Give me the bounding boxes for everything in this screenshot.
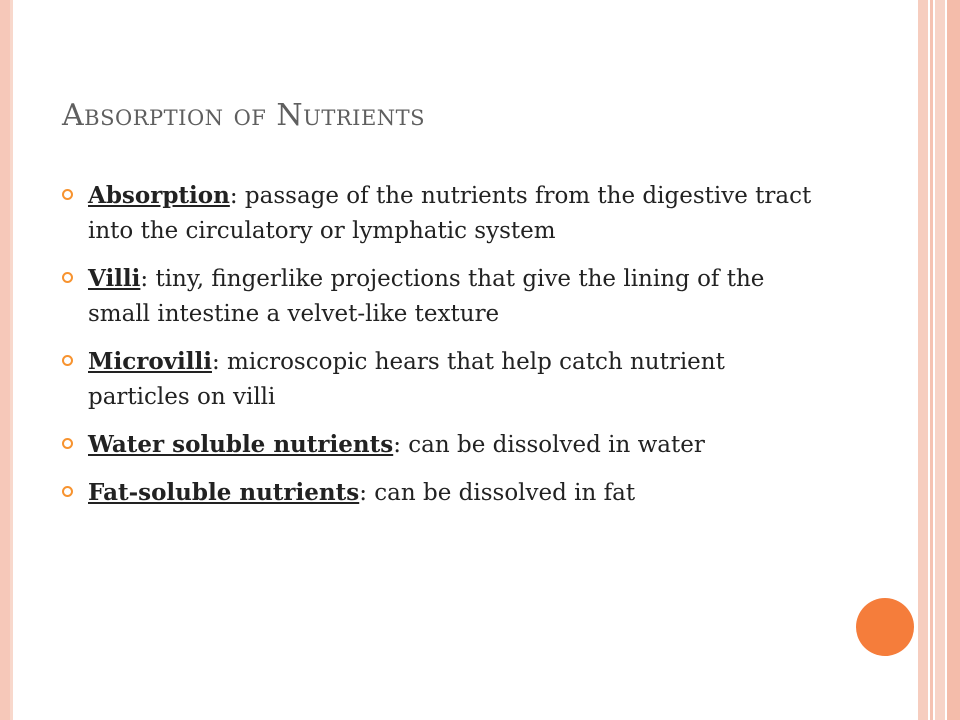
bullet-list [62, 178, 822, 523]
term: Fat-soluble nutrients [88, 479, 360, 506]
right-border-stripe [935, 0, 945, 720]
definition: : microscopic hears that help catch nutrient particles on villi [88, 349, 725, 410]
term: Absorption [88, 182, 230, 209]
right-border-stripe-thin [930, 0, 933, 720]
list-item [62, 475, 822, 511]
left-border-stripe [0, 0, 10, 720]
definition: : can be dissolved in fat [359, 480, 636, 506]
bullet-ring-icon [62, 272, 73, 283]
bullet-ring-icon [62, 189, 73, 200]
slide-title: Absorption of Nutrients [62, 98, 426, 133]
definition: : can be dissolved in water [393, 432, 705, 458]
list-item [62, 261, 822, 332]
bullet-ring-icon [62, 486, 73, 497]
list-item [62, 344, 822, 415]
decorative-orange-circle [856, 598, 914, 656]
term: Microvilli [88, 348, 212, 375]
left-border-stripe-thin [10, 0, 13, 720]
bullet-ring-icon [62, 355, 73, 366]
bullet-ring-icon [62, 438, 73, 449]
term: Water soluble nutrients [88, 431, 394, 458]
right-border-stripe-outer [947, 0, 960, 720]
definition: : passage of the nutrients from the digestive tract into the circulatory or lymphatic system [88, 183, 812, 244]
list-item [62, 427, 822, 463]
definition: : tiny, fingerlike projections that give the lining of the small intestine a velvet-like texture [88, 266, 765, 327]
right-border-stripe [918, 0, 928, 720]
term: Villi [88, 265, 141, 292]
list-item [62, 178, 822, 249]
